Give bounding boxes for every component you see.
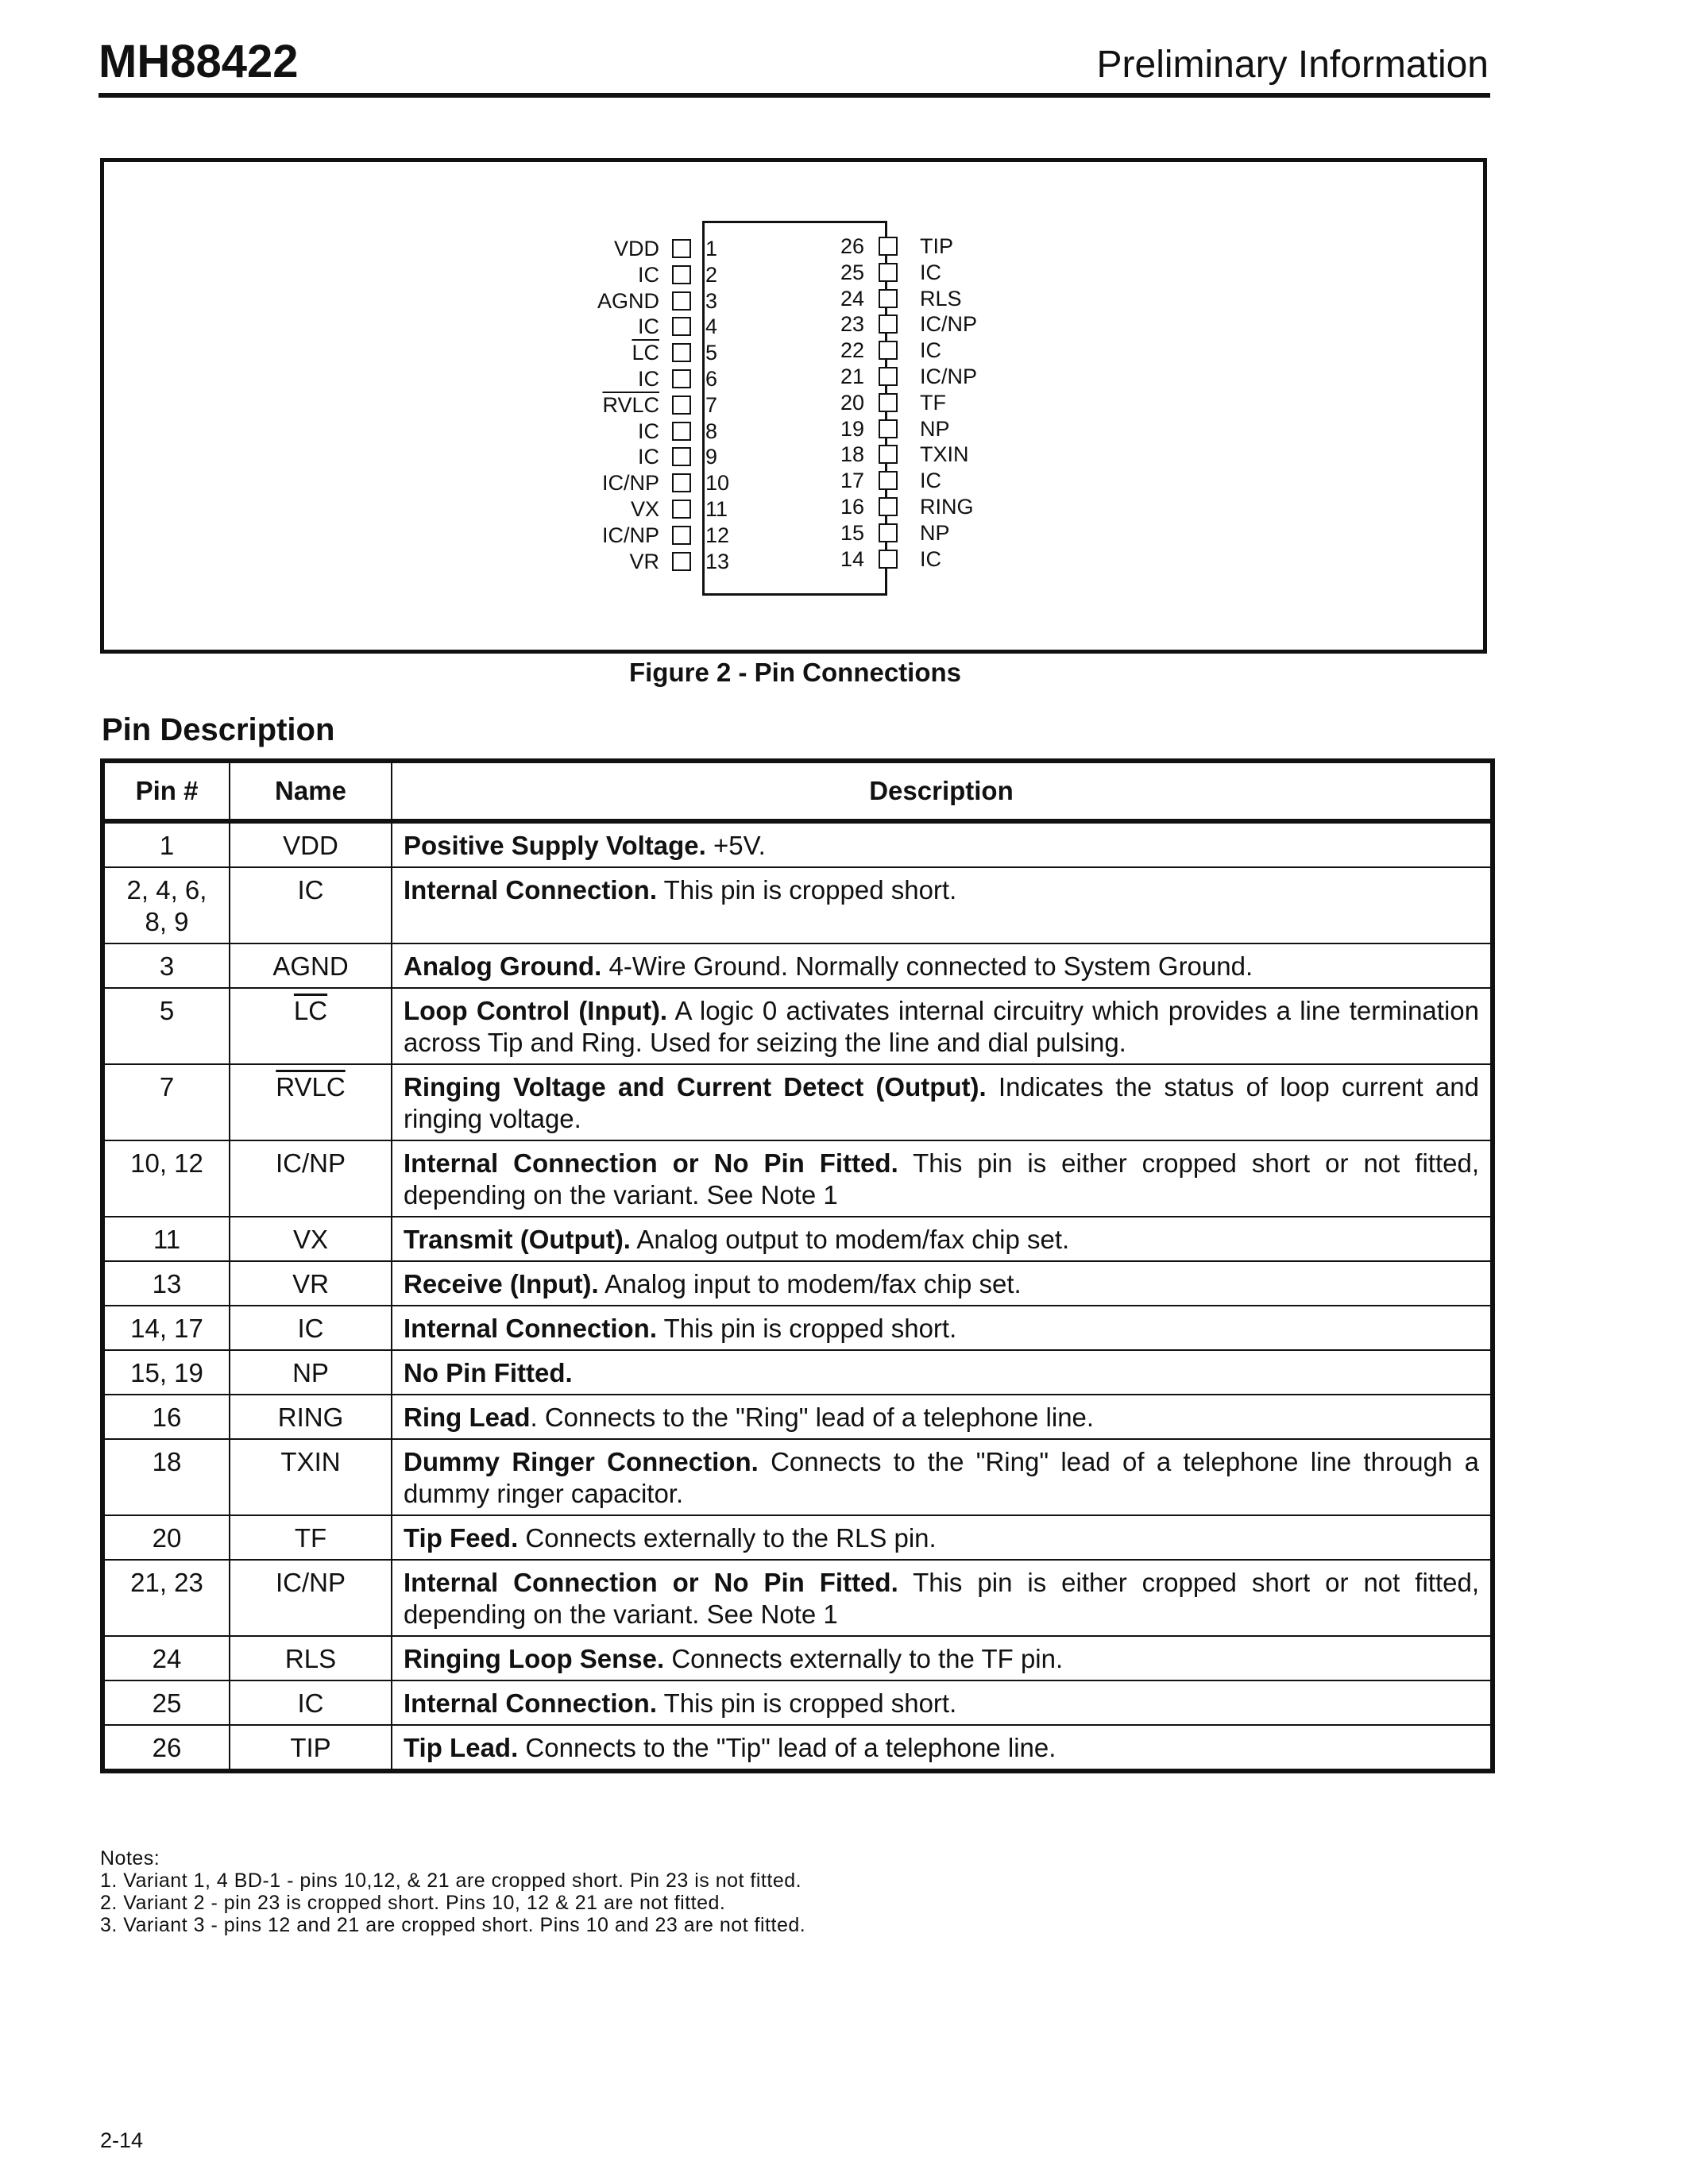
pin-name: TF <box>294 1523 327 1553</box>
pin-number: 25 <box>840 260 864 284</box>
right-pin <box>0 233 1688 259</box>
description-text: Analog output to modem/fax chip set. <box>630 1225 1070 1254</box>
header-pin: Pin # <box>102 761 230 821</box>
notes <box>100 1847 805 1936</box>
right-pin <box>0 364 1688 389</box>
description-text: Connects to the "Tip" lead of a telephone line. <box>518 1733 1056 1762</box>
pin-number: 6 <box>705 367 718 391</box>
description-cell <box>392 1306 1493 1350</box>
pin-cell: 1 <box>102 821 230 867</box>
description-title: Transmit (Output). <box>404 1225 631 1254</box>
description-title: Internal Connection. <box>404 1314 658 1343</box>
pin-pad <box>879 367 898 386</box>
pin-name: IC <box>297 875 324 905</box>
description-cell <box>392 1261 1493 1306</box>
pin-name: $\overline{LC}$ <box>293 996 328 1025</box>
pin-label: IC/NP <box>920 312 978 336</box>
table-row <box>102 943 1493 988</box>
pin-name: NP <box>292 1358 329 1387</box>
pin-number: 4 <box>705 314 718 338</box>
description-title: Analog Ground. <box>404 951 602 981</box>
pin-name: AGND <box>272 951 349 981</box>
right-pin <box>0 260 1688 285</box>
pin-label: RLS <box>920 287 962 311</box>
figure-caption: Figure 2 - Pin Connections <box>628 658 962 687</box>
right-pin <box>0 546 1688 572</box>
name-cell <box>230 1725 392 1771</box>
pin-cell: 14, 17 <box>102 1306 230 1350</box>
description-text: Analog input to modem/fax chip set. <box>598 1269 1022 1298</box>
description-title: No Pin Fitted. <box>404 1358 573 1387</box>
pin-label: TF <box>920 391 946 415</box>
description-cell <box>392 1439 1493 1515</box>
description-text: Connects to the "Ring" lead of a telephone line through a dummy ringer capacitor. <box>404 1447 1479 1508</box>
description-title: Ring Lead <box>404 1403 531 1432</box>
right-pin <box>0 390 1688 415</box>
pin-label: NP <box>920 521 950 545</box>
section-title: Pin Description <box>102 712 335 747</box>
description-cell <box>392 867 1493 943</box>
description-cell <box>392 1064 1493 1140</box>
header-description: Description <box>392 761 1493 821</box>
right-pin <box>0 338 1688 363</box>
name-cell <box>230 988 392 1064</box>
description-text: This pin is cropped short. <box>657 1688 957 1718</box>
pin-cell: 5 <box>102 988 230 1064</box>
note-item: 2. Variant 2 - pin 23 is cropped short. Pins 10, 12 & 21 are not fitted. <box>100 1892 726 1914</box>
table-header-row <box>102 761 1493 821</box>
right-pin <box>0 416 1688 442</box>
description-title: Internal Connection or No Pin Fitted. <box>404 1148 898 1178</box>
description-text: 4-Wire Ground. Normally connected to System Ground. <box>601 951 1253 981</box>
pin-name: IC <box>297 1314 324 1343</box>
pin-label: NP <box>920 417 950 441</box>
table-row <box>102 867 1493 943</box>
name-cell <box>230 1515 392 1560</box>
description-title: Internal Connection or No Pin Fitted. <box>404 1568 898 1597</box>
description-text: This pin is cropped short. <box>657 875 964 905</box>
pin-number: 11 <box>705 497 728 521</box>
pin-pad <box>879 263 898 282</box>
description-title: Positive Supply Voltage. <box>404 831 706 860</box>
right-pin <box>0 442 1688 467</box>
right-pin <box>0 311 1688 337</box>
pin-number: 24 <box>840 287 864 311</box>
pin-label: IC <box>638 419 659 443</box>
page-header <box>98 32 1489 97</box>
pin-cell: 2, 4, 6, 8, 9 <box>102 867 230 943</box>
right-pin <box>0 520 1688 546</box>
name-cell <box>230 1306 392 1350</box>
description-text: Indicates the status of loop current and ringing voltage. <box>404 1072 1479 1133</box>
pin-number: 17 <box>840 469 864 492</box>
description-text: This pin is either cropped short or not fitted, depending on the variant. See Note 1 <box>404 1148 1479 1210</box>
name-cell <box>230 1350 392 1395</box>
description-cell <box>392 1636 1493 1680</box>
description-text: This pin is either cropped short or not fitted, depending on the variant. See Note 1 <box>404 1568 1479 1629</box>
description-cell <box>392 1140 1493 1217</box>
pin-description-table <box>100 758 1495 1773</box>
table-row <box>102 1515 1493 1560</box>
page-number: 2-14 <box>100 2128 144 2152</box>
pin-number: 21 <box>840 365 864 388</box>
pin-label: TIP <box>920 234 954 258</box>
note-item: 1. Variant 1, 4 BD-1 - pins 10,12, & 21 are cropped short. Pin 23 is not fitted. <box>100 1870 802 1892</box>
pin-number: 15 <box>840 521 864 545</box>
pin-name: IC <box>297 1688 324 1718</box>
pin-label: IC/NP <box>601 523 659 547</box>
description-text: Connects externally to the RLS pin. <box>518 1523 937 1553</box>
description-cell <box>392 1560 1493 1636</box>
pin-cell: 15, 19 <box>102 1350 230 1395</box>
pin-name: RING <box>277 1403 344 1432</box>
name-cell <box>230 1217 392 1261</box>
pin-cell: 7 <box>102 1064 230 1140</box>
pin-name: RLS <box>284 1644 337 1673</box>
pin-label: AGND <box>597 289 659 313</box>
pin-number: 7 <box>705 393 718 417</box>
pin-pad <box>879 523 898 542</box>
name-cell <box>230 1636 392 1680</box>
right-pin <box>0 494 1688 519</box>
pin-label: VR <box>629 550 659 573</box>
pin-number: 22 <box>840 338 864 362</box>
pin-number: 14 <box>840 547 864 571</box>
description-title: Ringing Voltage and Current Detect (Output). <box>404 1072 987 1102</box>
pin-label: IC <box>638 367 659 391</box>
pin-label: IC <box>920 469 941 492</box>
pin-number: 3 <box>705 289 718 313</box>
name-cell <box>230 1064 392 1140</box>
pin-cell: 10, 12 <box>102 1140 230 1217</box>
description-title: Tip Lead. <box>404 1733 519 1762</box>
pin-cell: 20 <box>102 1515 230 1560</box>
pin-cell: 25 <box>102 1680 230 1725</box>
pin-label: IC <box>920 547 941 571</box>
table-row <box>102 1636 1493 1680</box>
description-cell <box>392 943 1493 988</box>
pin-number: 9 <box>705 445 718 469</box>
description-text: . Connects to the "Ring" lead of a telephone line. <box>530 1403 1095 1432</box>
pin-label: IC <box>638 263 659 287</box>
description-title: Internal Connection. <box>404 1688 658 1718</box>
table-row <box>102 1439 1493 1515</box>
pin-name: IC/NP <box>275 1568 346 1597</box>
pin-number: 10 <box>705 471 730 495</box>
pin-cell: 18 <box>102 1439 230 1515</box>
description-cell <box>392 1350 1493 1395</box>
pin-number: 18 <box>840 442 864 466</box>
pin-cell: 21, 23 <box>102 1560 230 1636</box>
pin-label: $\overline{LC}$ <box>632 341 659 365</box>
pin-label: IC <box>638 314 659 338</box>
name-cell <box>230 1680 392 1725</box>
pin-number: 19 <box>840 417 864 441</box>
description-text: +5V. <box>705 831 766 860</box>
pin-pad <box>879 393 898 412</box>
name-cell <box>230 1560 392 1636</box>
header-rule <box>98 93 1490 98</box>
table-row <box>102 1560 1493 1636</box>
pin-number: 12 <box>705 523 730 547</box>
pin-label: IC <box>920 260 941 284</box>
pin-pad <box>879 445 898 464</box>
right-pin <box>0 286 1688 311</box>
part-number: MH88422 <box>98 36 299 87</box>
pin-name: VDD <box>283 831 338 860</box>
pin-pad <box>879 419 898 438</box>
table-row <box>102 1064 1493 1140</box>
table-row <box>102 1306 1493 1350</box>
pin-cell: 3 <box>102 943 230 988</box>
table-row <box>102 1395 1493 1439</box>
pin-cell: 16 <box>102 1395 230 1439</box>
description-cell <box>392 1680 1493 1725</box>
description-title: Loop Control (Input). <box>404 996 668 1025</box>
name-cell <box>230 1261 392 1306</box>
pin-name: VX <box>292 1225 329 1254</box>
table-row <box>102 821 1493 867</box>
pin-label: TXIN <box>920 442 969 466</box>
pin-number: 13 <box>705 550 730 573</box>
document-status: Preliminary Information <box>1096 44 1489 86</box>
table-row <box>102 1680 1493 1725</box>
pin-number: 26 <box>840 234 864 258</box>
name-cell <box>230 1395 392 1439</box>
pin-name: IC/NP <box>275 1148 346 1178</box>
pin-name: RVLC <box>276 1072 346 1102</box>
pin-number: 1 <box>705 237 718 260</box>
description-title: Internal Connection. <box>404 875 658 905</box>
description-title: Receive (Input). <box>404 1269 599 1298</box>
pin-number: 16 <box>840 495 864 519</box>
description-title: Dummy Ringer Connection. <box>404 1447 759 1476</box>
pin-name: VR <box>292 1269 329 1298</box>
description-title: Tip Feed. <box>404 1523 519 1553</box>
pin-label: VDD <box>613 237 659 260</box>
table-row <box>102 1261 1493 1306</box>
notes-title: Notes: <box>100 1847 160 1870</box>
name-cell <box>230 1140 392 1217</box>
pin-pad <box>879 314 898 334</box>
pin-number: 20 <box>840 391 864 415</box>
table-row <box>102 1140 1493 1217</box>
pin-cell: 11 <box>102 1217 230 1261</box>
description-cell <box>392 1217 1493 1261</box>
description-cell <box>392 1395 1493 1439</box>
pin-label: IC <box>638 445 659 469</box>
pin-label: VX <box>630 497 659 521</box>
description-text: Connects externally to the TF pin. <box>664 1644 1064 1673</box>
table-row <box>102 1725 1493 1771</box>
table-row <box>102 1217 1493 1261</box>
pin-name: TIP <box>290 1733 331 1762</box>
pin-cell: 26 <box>102 1725 230 1771</box>
description-cell <box>392 988 1493 1064</box>
pin-label: RVLC <box>602 393 659 417</box>
pin-number: 5 <box>705 341 718 365</box>
right-pin <box>0 468 1688 493</box>
pin-pad <box>879 289 898 308</box>
pin-pad <box>879 237 898 256</box>
description-cell <box>392 1515 1493 1560</box>
pin-name: TXIN <box>280 1447 341 1476</box>
pin-pad <box>879 497 898 516</box>
note-item: 3. Variant 3 - pins 12 and 21 are cropped short. Pins 10 and 23 are not fitted. <box>100 1914 806 1936</box>
pin-number: 23 <box>840 312 864 336</box>
pin-label: IC/NP <box>601 471 659 495</box>
table-row <box>102 988 1493 1064</box>
pin-cell: 13 <box>102 1261 230 1306</box>
pin-pad <box>879 471 898 490</box>
header-name: Name <box>230 761 392 821</box>
description-title: Ringing Loop Sense. <box>404 1644 665 1673</box>
description-text: A logic 0 activates internal circuitry which provides a line termination across Tip and Ring. Used for seizing the line and dial pulsing. <box>404 996 1479 1057</box>
pin-pad <box>879 550 898 569</box>
table-row <box>102 1350 1493 1395</box>
description-cell <box>392 821 1493 867</box>
description-text: This pin is cropped short. <box>657 1314 957 1343</box>
pin-label: IC/NP <box>920 365 978 388</box>
pin-label: IC <box>920 338 941 362</box>
pin-number: 8 <box>705 419 718 443</box>
pin-label: RING <box>920 495 974 519</box>
name-cell <box>230 867 392 943</box>
pin-pad <box>879 341 898 360</box>
description-cell <box>392 1725 1493 1771</box>
pin-number: 2 <box>705 263 718 287</box>
name-cell <box>230 821 392 867</box>
pin-cell: 24 <box>102 1636 230 1680</box>
name-cell <box>230 1439 392 1515</box>
name-cell <box>230 943 392 988</box>
